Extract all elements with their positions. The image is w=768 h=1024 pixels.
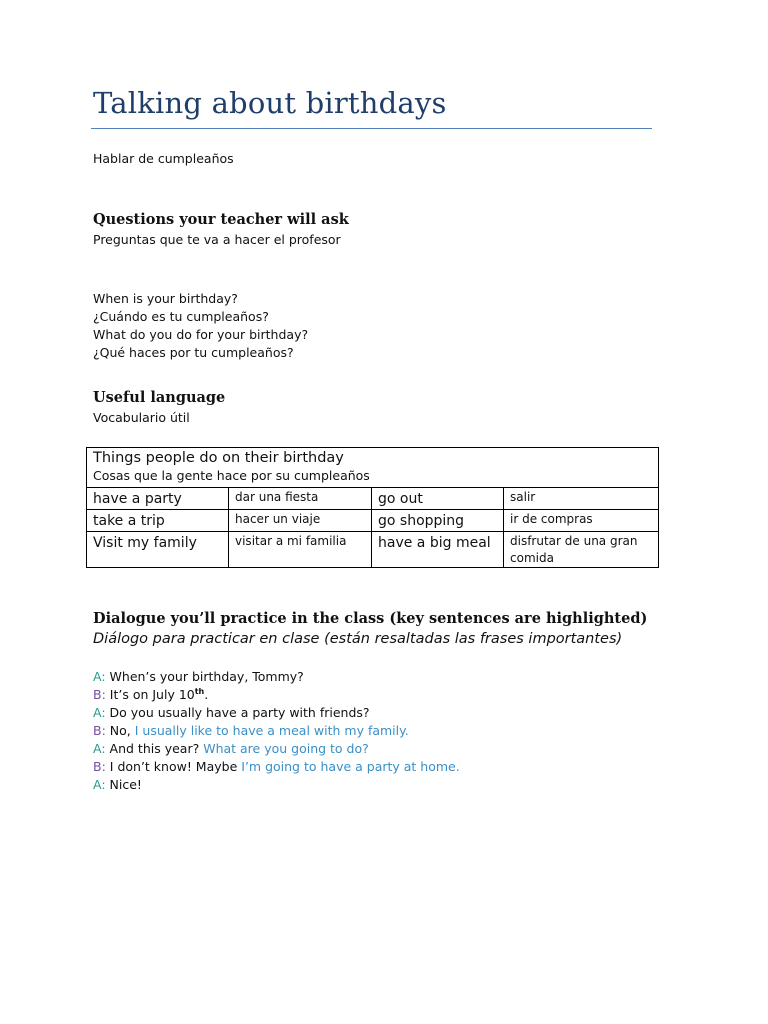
dialogue-text: I don’t know! Maybe	[109, 759, 242, 774]
questions-heading: Questions your teacher will ask	[93, 211, 349, 228]
speaker-label: A:	[93, 777, 106, 792]
table-row	[87, 488, 659, 510]
dialogue-line	[93, 704, 460, 722]
dialogue-text-end: .	[204, 687, 209, 702]
speaker-label: B:	[93, 687, 106, 702]
highlighted-sentence: I usually like to have a meal with my family.	[134, 723, 409, 738]
dialogue-line	[93, 740, 460, 758]
dialogue-line	[93, 686, 460, 704]
speaker-label: B:	[93, 723, 106, 738]
table-cell-spanish: dar una fiesta	[229, 488, 372, 510]
highlighted-sentence: What are you going to do?	[203, 741, 369, 756]
questions-subheading: Preguntas que te va a hacer el profesor	[93, 232, 341, 247]
title-underline	[91, 128, 652, 129]
table-cell-spanish: salir	[504, 488, 659, 510]
useful-language-subheading: Vocabulario útil	[93, 410, 190, 425]
dialogue-text: Nice!	[109, 777, 142, 792]
table-header-title: Things people do on their birthday	[93, 450, 344, 466]
table-cell-spanish: visitar a mi familia	[229, 532, 372, 568]
table-cell-english: take a trip	[87, 510, 229, 532]
dialogue-text: No,	[109, 723, 135, 738]
table-cell-english: go out	[372, 488, 504, 510]
table-header-row	[87, 448, 659, 488]
dialogue-text: Do you usually have a party with friends?	[109, 705, 370, 720]
question-line: What do you do for your birthday?	[93, 327, 309, 342]
question-line: ¿Qué haces por tu cumpleaños?	[93, 345, 294, 360]
speaker-label: A:	[93, 669, 106, 684]
vocabulary-table	[86, 447, 659, 568]
dialogue-line	[93, 668, 460, 686]
page-title: Talking about birthdays	[93, 86, 447, 120]
dialogue-subheading: Diálogo para practicar en clase (están resaltadas las frases importantes)	[93, 631, 623, 647]
table-cell-english: Visit my family	[87, 532, 229, 568]
dialogue-line	[93, 722, 460, 740]
table-row	[87, 510, 659, 532]
useful-language-heading: Useful language	[93, 389, 226, 406]
table-cell-english: have a big meal	[372, 532, 504, 568]
table-row	[87, 532, 659, 568]
question-line: When is your birthday?	[93, 291, 238, 306]
dialogue-text: When’s your birthday, Tommy?	[109, 669, 304, 684]
table-header-cell	[87, 448, 659, 488]
question-line: ¿Cuándo es tu cumpleaños?	[93, 309, 269, 324]
dialogue-text: And this year?	[109, 741, 204, 756]
table-cell-english: have a party	[87, 488, 229, 510]
table-cell-spanish: ir de compras	[504, 510, 659, 532]
table-header-translation: Cosas que la gente hace por su cumpleaños	[93, 468, 370, 483]
speaker-label: A:	[93, 705, 106, 720]
speaker-label: A:	[93, 741, 106, 756]
dialogue-text: It’s on July 10	[109, 687, 195, 702]
speaker-label: B:	[93, 759, 106, 774]
dialogue-heading: Dialogue you’ll practice in the class (key sentences are highlighted)	[93, 610, 648, 627]
dialogue	[93, 668, 460, 794]
page-subtitle: Hablar de cumpleaños	[93, 151, 234, 166]
highlighted-sentence: I’m going to have a party at home.	[241, 759, 460, 774]
questions-list	[93, 290, 308, 362]
ordinal-suffix: th	[194, 686, 205, 696]
table-cell-spanish: hacer un viaje	[229, 510, 372, 532]
table-cell-spanish: disfrutar de una gran comida	[504, 532, 659, 568]
dialogue-line	[93, 776, 460, 794]
dialogue-line	[93, 758, 460, 776]
table-cell-english: go shopping	[372, 510, 504, 532]
